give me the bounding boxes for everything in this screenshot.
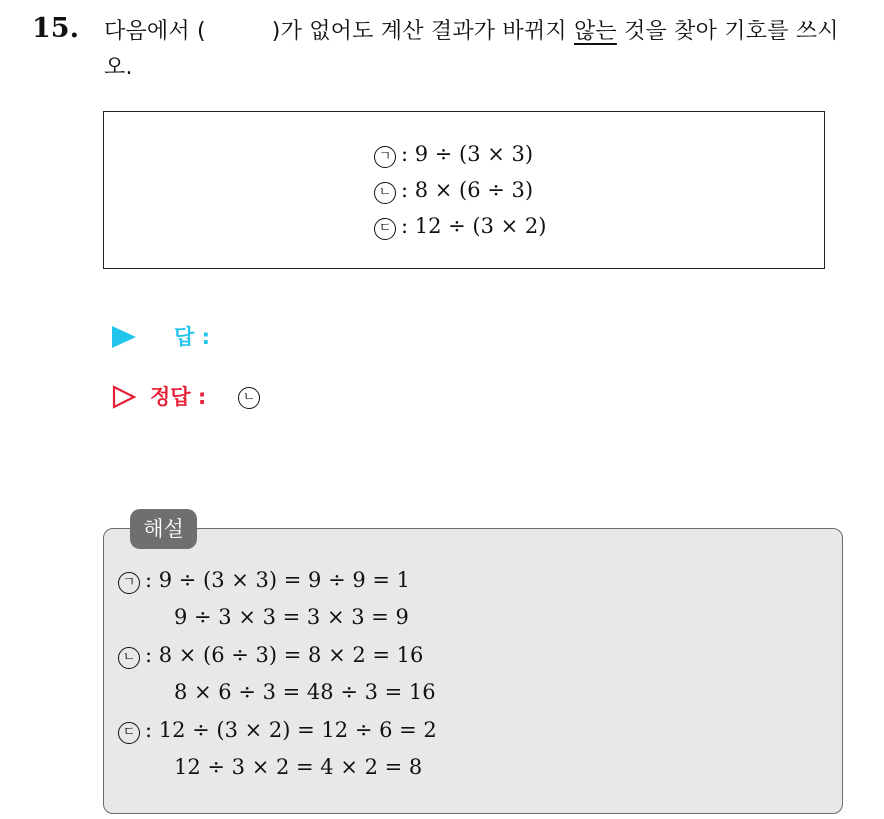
answer-label: 답 : [174,325,210,349]
solution-line [118,565,410,595]
problem-item [374,211,546,241]
problem-expression: : 9 ÷ (3 × 3) [401,142,534,166]
circled-symbol: ㄴ [118,647,140,669]
solution-line [174,602,409,632]
solution-line [118,640,423,670]
solution-title-tab: 해설 [130,509,197,549]
question-text-middle: )가 없어도 계산 결과가 바뀌지 [271,19,574,44]
solution-text: : 12 ÷ (3 × 2) = 12 ÷ 6 = 2 [145,718,437,742]
solution-text: : 9 ÷ (3 × 3) = 9 ÷ 9 = 1 [145,568,411,592]
problem-item [374,175,533,205]
circled-symbol: ㄱ [374,146,396,168]
question-text-before: 다음에서 ( [104,19,206,44]
solution-box [103,528,843,814]
circled-symbol: ㄷ [374,218,396,240]
problem-box [103,111,825,269]
solution-line [174,677,436,707]
solution-text: 9 ÷ 3 × 3 = 3 × 3 = 9 [174,605,409,629]
circled-symbol: ㄱ [118,572,140,594]
triangle-outline-icon [112,385,136,409]
triangle-filled-icon [112,326,136,348]
problem-expression: : 12 ÷ (3 × 2) [401,214,547,238]
solution-line [118,715,437,745]
solution-text: 12 ÷ 3 × 2 = 4 × 2 = 8 [174,755,423,779]
correct-answer-label: 정답 : [150,385,207,409]
question-text-underlined: 않는 [573,19,617,44]
circled-symbol: ㄴ [374,182,396,204]
question-number: 15. [32,13,79,44]
correct-answer-value: ㄴ [238,387,260,409]
problem-item [374,139,533,169]
solution-text: 8 × 6 ÷ 3 = 48 ÷ 3 = 16 [174,680,436,704]
solution-text: : 8 × (6 ÷ 3) = 8 × 2 = 16 [145,643,424,667]
circled-symbol: ㄷ [118,722,140,744]
solution-line [174,752,422,782]
question-text-after: 것을 찾아 기호를 쓰시오. [104,19,839,80]
question-text [104,14,864,86]
problem-expression: : 8 × (6 ÷ 3) [401,178,534,202]
